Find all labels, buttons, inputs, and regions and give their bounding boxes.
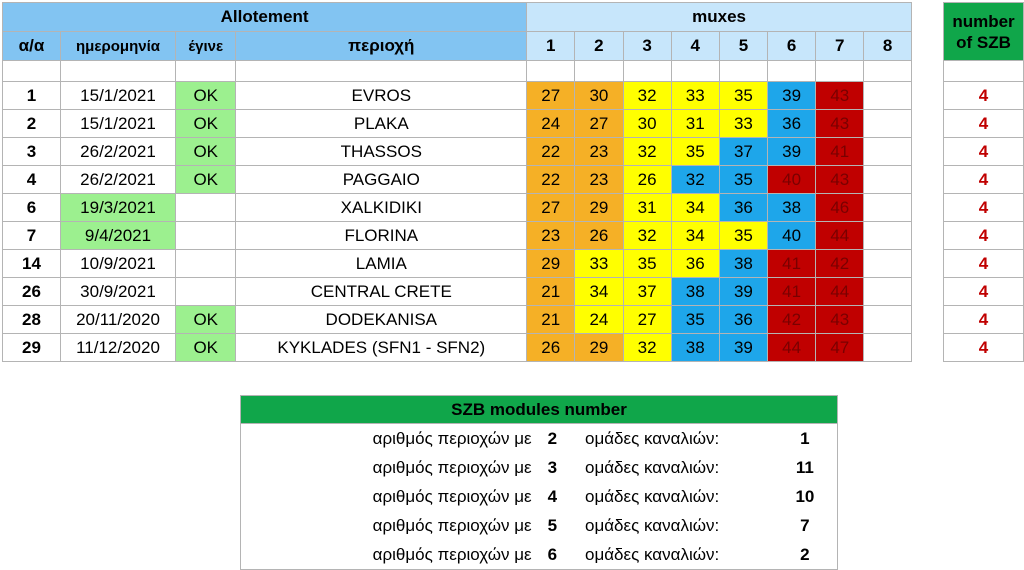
done-header: έγινε xyxy=(176,32,236,61)
mux-5-cell: 36 xyxy=(719,306,767,334)
mux-3-cell: 26 xyxy=(623,166,671,194)
row-done-status: OK xyxy=(176,82,236,110)
row-number: 3 xyxy=(3,138,61,166)
mux-5-cell: 35 xyxy=(719,82,767,110)
row-number: 6 xyxy=(3,194,61,222)
szb-row-label2: ομάδες καναλιών: xyxy=(584,544,720,564)
mux-7-cell: 47 xyxy=(816,334,864,362)
row-area: PAGGAIO xyxy=(236,166,527,194)
mux-5-cell: 39 xyxy=(719,278,767,306)
row-area: FLORINA xyxy=(236,222,527,250)
szb-row-count: 2 xyxy=(800,544,810,564)
allotement-table xyxy=(2,2,1024,362)
szb-modules-table xyxy=(240,395,838,570)
mux-7-cell: 43 xyxy=(816,166,864,194)
row-szb-count: 4 xyxy=(943,166,1023,194)
mux-6-cell: 36 xyxy=(768,110,816,138)
mux-3-cell: 32 xyxy=(623,334,671,362)
mux-2-cell: 29 xyxy=(575,334,623,362)
mux-8-cell xyxy=(864,138,912,166)
mux-1-cell: 27 xyxy=(527,194,575,222)
mux-1-cell: 27 xyxy=(527,82,575,110)
mux-6-header: 6 xyxy=(768,32,816,61)
mux-5-cell: 38 xyxy=(719,250,767,278)
szb-summary-row xyxy=(241,453,838,482)
mux-6-cell: 38 xyxy=(768,194,816,222)
table-row xyxy=(3,250,1024,278)
row-date: 19/3/2021 xyxy=(60,194,175,222)
number-of-szb-line2: of SZB xyxy=(956,32,1011,52)
mux-7-cell: 46 xyxy=(816,194,864,222)
row-szb-count: 4 xyxy=(943,306,1023,334)
mux-5-cell: 33 xyxy=(719,110,767,138)
szb-summary-row xyxy=(241,511,838,540)
mux-8-cell xyxy=(864,166,912,194)
mux-3-cell: 35 xyxy=(623,250,671,278)
mux-1-header: 1 xyxy=(527,32,575,61)
table-row xyxy=(3,82,1024,110)
szb-row-groups: 5 xyxy=(547,515,558,535)
number-of-szb-line1: number xyxy=(952,11,1015,31)
row-date: 26/2/2021 xyxy=(60,138,175,166)
row-done-status: OK xyxy=(176,306,236,334)
row-area: EVROS xyxy=(236,82,527,110)
table-row xyxy=(3,334,1024,362)
mux-1-cell: 22 xyxy=(527,166,575,194)
szb-row-groups: 4 xyxy=(547,486,558,506)
row-area: LAMIA xyxy=(236,250,527,278)
row-done-status xyxy=(176,222,236,250)
mux-1-cell: 22 xyxy=(527,138,575,166)
szb-row-label: αριθμός περιοχών με xyxy=(372,486,532,506)
row-done-status xyxy=(176,278,236,306)
mux-7-cell: 43 xyxy=(816,110,864,138)
szb-row-label: αριθμός περιοχών με xyxy=(372,515,532,535)
row-done-status: OK xyxy=(176,166,236,194)
row-szb-count: 4 xyxy=(943,278,1023,306)
row-done-status: OK xyxy=(176,138,236,166)
mux-8-cell xyxy=(864,334,912,362)
row-number: 26 xyxy=(3,278,61,306)
mux-5-cell: 35 xyxy=(719,166,767,194)
mux-5-cell: 37 xyxy=(719,138,767,166)
row-szb-count: 4 xyxy=(943,250,1023,278)
row-number: 14 xyxy=(3,250,61,278)
row-number: 29 xyxy=(3,334,61,362)
szb-summary-row xyxy=(241,424,838,454)
mux-7-header: 7 xyxy=(816,32,864,61)
szb-row-count: 10 xyxy=(795,486,815,506)
szb-row-count: 7 xyxy=(800,515,810,535)
szb-summary-row xyxy=(241,482,838,511)
mux-7-cell: 43 xyxy=(816,306,864,334)
mux-1-cell: 24 xyxy=(527,110,575,138)
mux-4-header: 4 xyxy=(671,32,719,61)
date-header: ημερομηνία xyxy=(60,32,175,61)
row-done-status xyxy=(176,250,236,278)
mux-8-cell xyxy=(864,306,912,334)
mux-6-cell: 41 xyxy=(768,278,816,306)
mux-3-cell: 32 xyxy=(623,222,671,250)
szb-row-count: 11 xyxy=(795,457,814,477)
mux-2-cell: 26 xyxy=(575,222,623,250)
mux-5-cell: 35 xyxy=(719,222,767,250)
row-date: 10/9/2021 xyxy=(60,250,175,278)
mux-1-cell: 21 xyxy=(527,278,575,306)
mux-8-cell xyxy=(864,194,912,222)
szb-row-groups: 6 xyxy=(547,544,558,564)
szb-row-label: αριθμός περιοχών με xyxy=(372,428,532,448)
mux-4-cell: 34 xyxy=(671,194,719,222)
aa-header: α/α xyxy=(3,32,61,61)
mux-8-header: 8 xyxy=(864,32,912,61)
szb-row-label2: ομάδες καναλιών: xyxy=(584,457,720,477)
mux-4-cell: 35 xyxy=(671,306,719,334)
mux-8-cell xyxy=(864,250,912,278)
mux-1-cell: 21 xyxy=(527,306,575,334)
row-done-status: OK xyxy=(176,110,236,138)
number-of-szb-header xyxy=(943,3,1023,61)
row-szb-count: 4 xyxy=(943,82,1023,110)
row-szb-count: 4 xyxy=(943,334,1023,362)
mux-4-cell: 36 xyxy=(671,250,719,278)
szb-row-label2: ομάδες καναλιών: xyxy=(584,486,720,506)
row-done-status: OK xyxy=(176,334,236,362)
row-date: 11/12/2020 xyxy=(60,334,175,362)
mux-3-cell: 27 xyxy=(623,306,671,334)
row-number: 7 xyxy=(3,222,61,250)
row-number: 4 xyxy=(3,166,61,194)
row-szb-count: 4 xyxy=(943,194,1023,222)
row-number: 1 xyxy=(3,82,61,110)
mux-2-cell: 30 xyxy=(575,82,623,110)
blank-row xyxy=(3,61,1024,82)
mux-1-cell: 23 xyxy=(527,222,575,250)
mux-4-cell: 33 xyxy=(671,82,719,110)
row-number: 2 xyxy=(3,110,61,138)
szb-row-groups: 2 xyxy=(547,428,558,448)
mux-8-cell xyxy=(864,278,912,306)
table-row xyxy=(3,138,1024,166)
mux-7-cell: 44 xyxy=(816,278,864,306)
mux-2-cell: 34 xyxy=(575,278,623,306)
table-row xyxy=(3,194,1024,222)
mux-3-cell: 37 xyxy=(623,278,671,306)
mux-3-cell: 30 xyxy=(623,110,671,138)
mux-6-cell: 40 xyxy=(768,166,816,194)
mux-4-cell: 34 xyxy=(671,222,719,250)
row-szb-count: 4 xyxy=(943,222,1023,250)
mux-5-cell: 36 xyxy=(719,194,767,222)
row-date: 15/1/2021 xyxy=(60,110,175,138)
row-date: 15/1/2021 xyxy=(60,82,175,110)
mux-4-cell: 38 xyxy=(671,278,719,306)
szb-row-count: 1 xyxy=(800,428,810,448)
table-row xyxy=(3,306,1024,334)
mux-2-cell: 24 xyxy=(575,306,623,334)
mux-4-cell: 31 xyxy=(671,110,719,138)
mux-6-cell: 44 xyxy=(768,334,816,362)
row-area: THASSOS xyxy=(236,138,527,166)
row-szb-count: 4 xyxy=(943,110,1023,138)
muxes-header: muxes xyxy=(527,3,912,32)
row-number: 28 xyxy=(3,306,61,334)
row-date: 26/2/2021 xyxy=(60,166,175,194)
mux-2-cell: 27 xyxy=(575,110,623,138)
szb-modules-title: SZB modules number xyxy=(241,396,838,424)
row-date: 20/11/2020 xyxy=(60,306,175,334)
mux-8-cell xyxy=(864,82,912,110)
mux-3-cell: 32 xyxy=(623,138,671,166)
mux-2-cell: 23 xyxy=(575,138,623,166)
mux-5-cell: 39 xyxy=(719,334,767,362)
table-row xyxy=(3,222,1024,250)
mux-6-cell: 42 xyxy=(768,306,816,334)
table-row xyxy=(3,110,1024,138)
mux-2-cell: 33 xyxy=(575,250,623,278)
mux-1-cell: 29 xyxy=(527,250,575,278)
mux-7-cell: 44 xyxy=(816,222,864,250)
mux-4-cell: 32 xyxy=(671,166,719,194)
row-area: KYKLADES (SFN1 - SFN2) xyxy=(236,334,527,362)
row-area: CENTRAL CRETE xyxy=(236,278,527,306)
mux-7-cell: 43 xyxy=(816,82,864,110)
mux-2-cell: 23 xyxy=(575,166,623,194)
mux-1-cell: 26 xyxy=(527,334,575,362)
mux-3-header: 3 xyxy=(623,32,671,61)
mux-4-cell: 38 xyxy=(671,334,719,362)
row-date: 30/9/2021 xyxy=(60,278,175,306)
row-area: XALKIDIKI xyxy=(236,194,527,222)
szb-row-label2: ομάδες καναλιών: xyxy=(584,515,720,535)
mux-4-cell: 35 xyxy=(671,138,719,166)
area-header: περιοχή xyxy=(236,32,527,61)
mux-8-cell xyxy=(864,222,912,250)
mux-7-cell: 41 xyxy=(816,138,864,166)
szb-summary-row xyxy=(241,540,838,570)
row-area: DODEKANISA xyxy=(236,306,527,334)
row-area: PLAKA xyxy=(236,110,527,138)
mux-7-cell: 42 xyxy=(816,250,864,278)
mux-5-header: 5 xyxy=(719,32,767,61)
row-szb-count: 4 xyxy=(943,138,1023,166)
table-row xyxy=(3,166,1024,194)
row-done-status xyxy=(176,194,236,222)
szb-row-label: αριθμός περιοχών με xyxy=(372,544,532,564)
mux-6-cell: 41 xyxy=(768,250,816,278)
mux-8-cell xyxy=(864,110,912,138)
szb-row-label: αριθμός περιοχών με xyxy=(372,457,532,477)
mux-3-cell: 32 xyxy=(623,82,671,110)
mux-3-cell: 31 xyxy=(623,194,671,222)
mux-2-header: 2 xyxy=(575,32,623,61)
szb-row-groups: 3 xyxy=(547,457,558,477)
allotement-header: Allotement xyxy=(3,3,527,32)
mux-2-cell: 29 xyxy=(575,194,623,222)
mux-6-cell: 40 xyxy=(768,222,816,250)
row-date: 9/4/2021 xyxy=(60,222,175,250)
mux-6-cell: 39 xyxy=(768,138,816,166)
table-row xyxy=(3,278,1024,306)
szb-row-label2: ομάδες καναλιών: xyxy=(584,428,720,448)
mux-6-cell: 39 xyxy=(768,82,816,110)
